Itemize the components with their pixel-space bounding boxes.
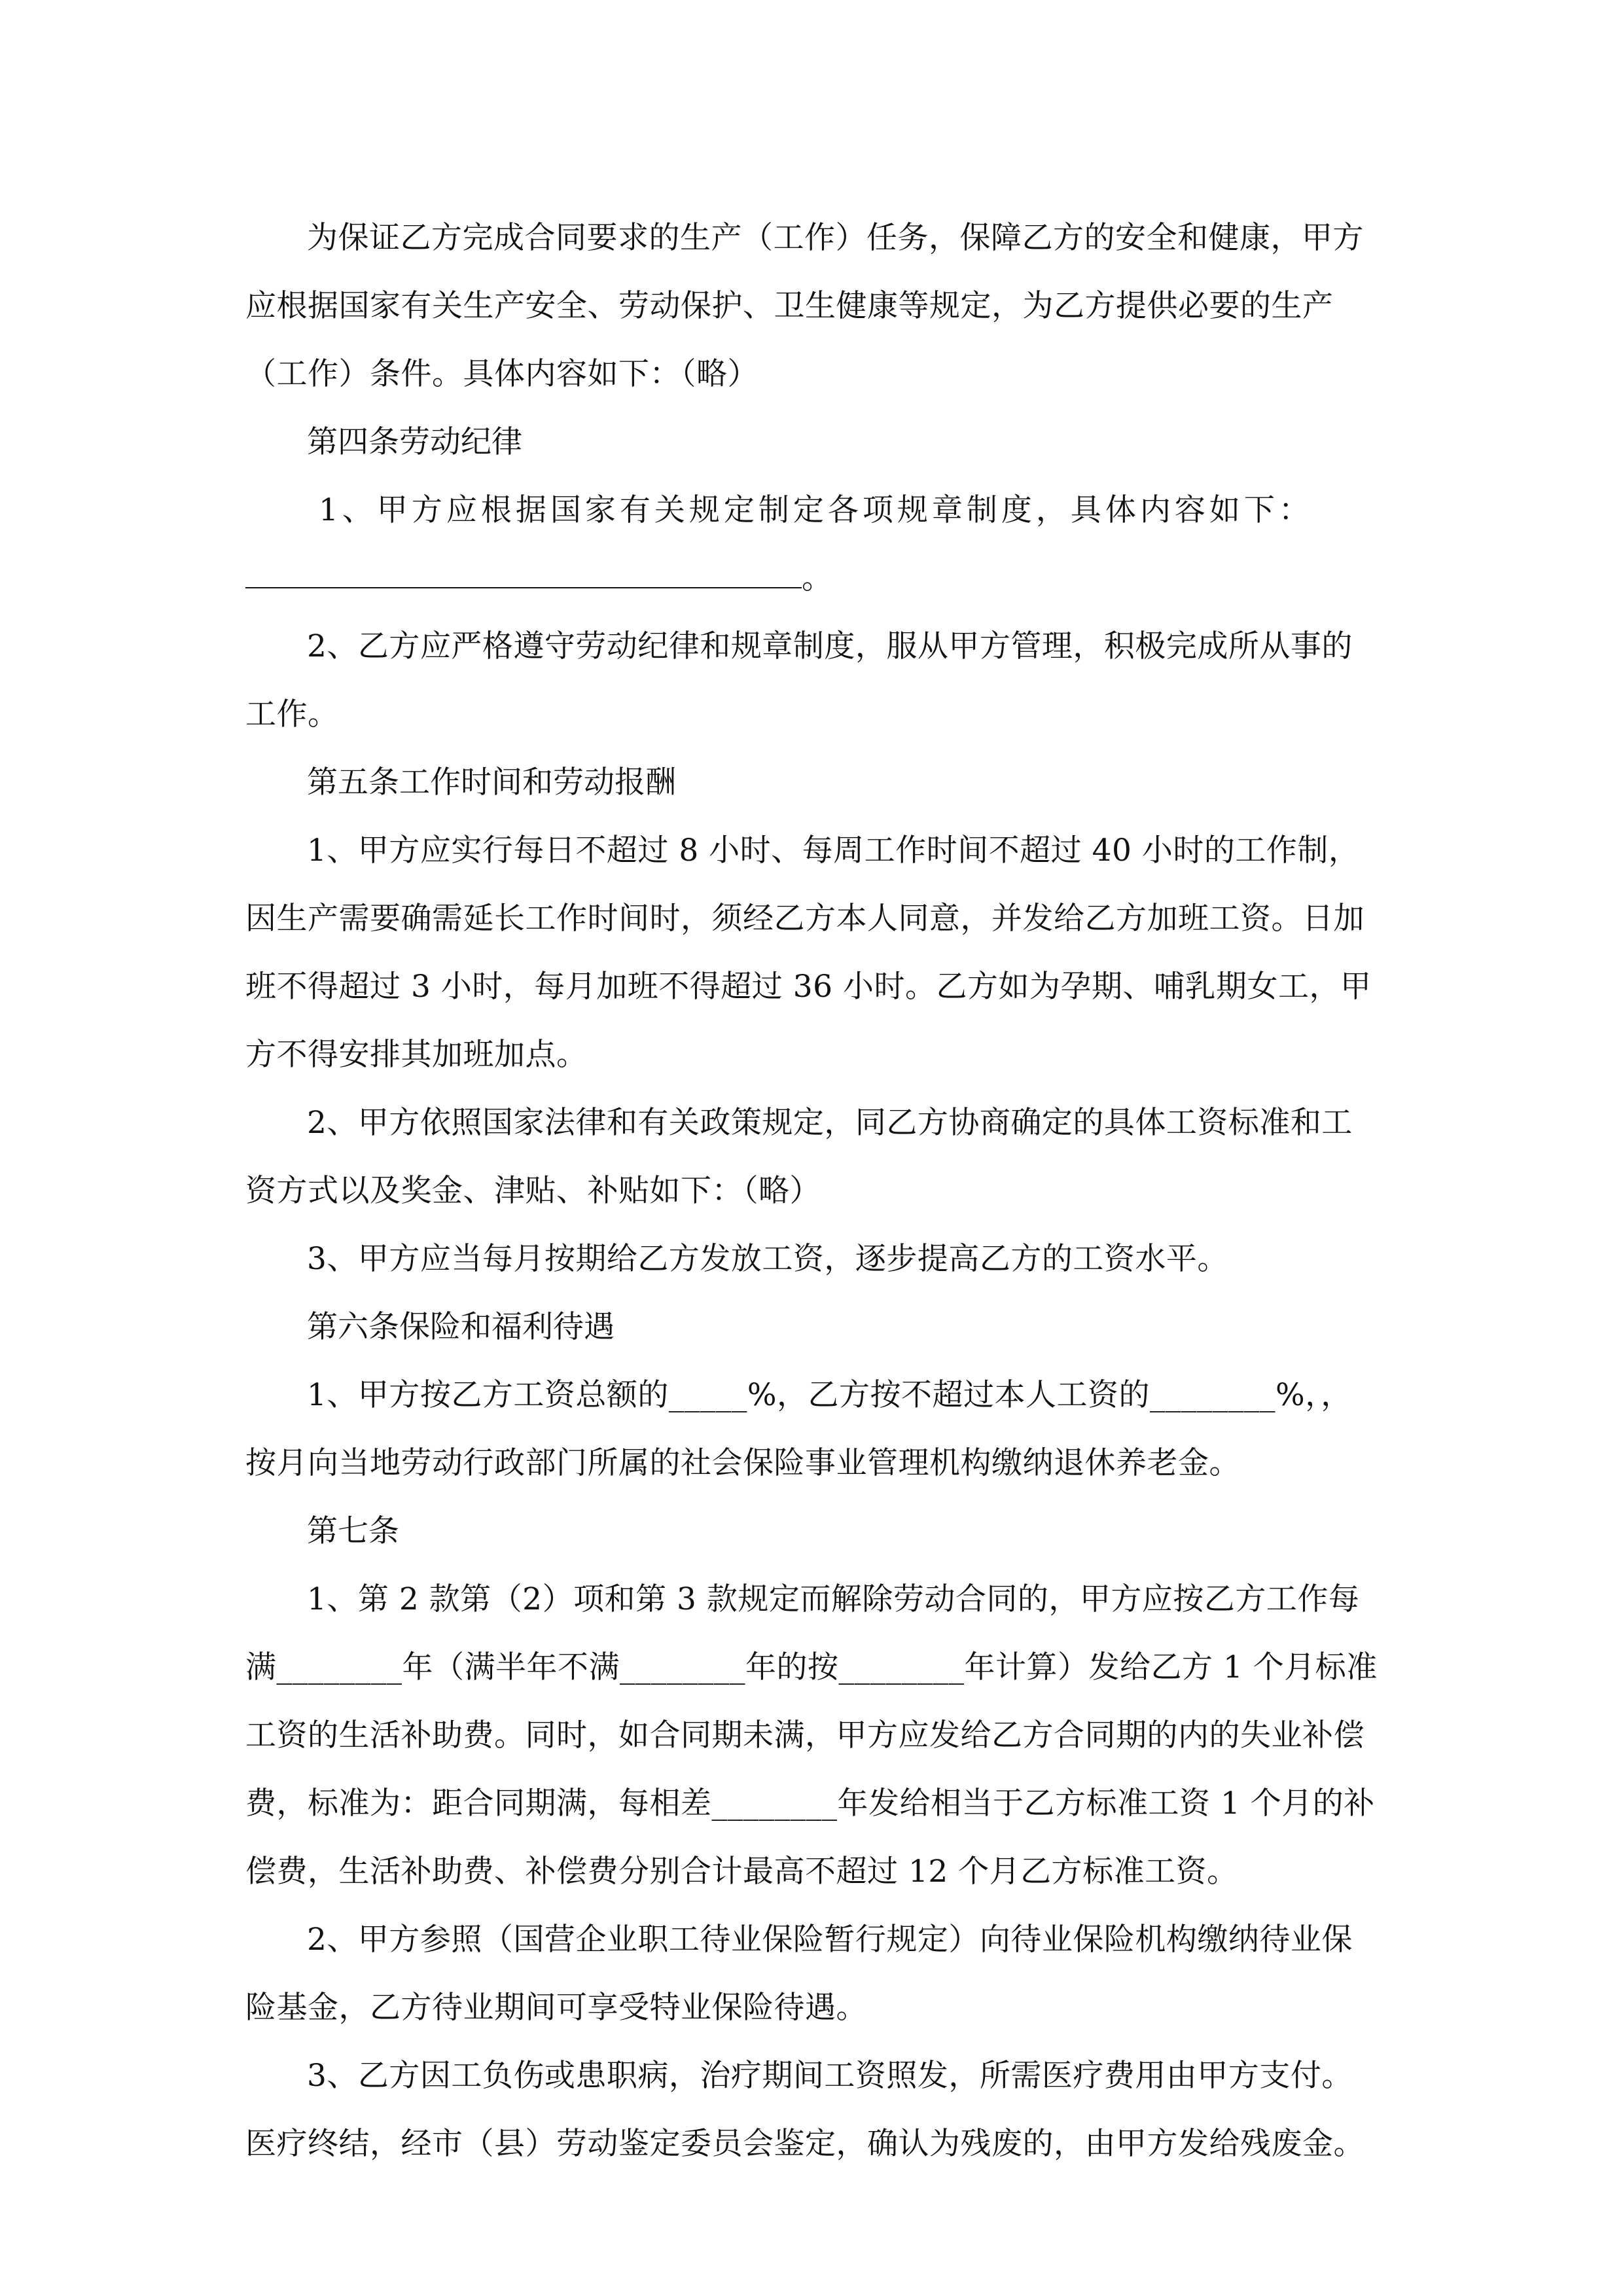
blank-fill-line: [245, 545, 1381, 613]
paragraph-conditions: 为保证乙方完成合同要求的生产（工作）任务，保障乙方的安全和健康，甲方应根据国家有关生产安全、劳动保护、卫生健康等规定，为乙方提供必要的生产（工作）条件。具体内容如下：（略）: [245, 220, 1364, 392]
paragraph-5-2: 2、甲方依照国家法律和有关政策规定，同乙方协商确定的具体工资标准和工资方式以及奖金、津贴、补贴如下：（略）: [245, 1105, 1353, 1209]
paragraph-5-3: 3、甲方应当每月按期给乙方发放工资，逐步提高乙方的工资水平。: [307, 1241, 1228, 1277]
paragraph-6-1: 1、甲方按乙方工资总额的_____%，乙方按不超过本人工资的________%，，按月向当地劳动行政部门所属的社会保险事业管理机构缴纳退休养老金。: [245, 1377, 1352, 1481]
paragraph-5-1: 1、甲方应实行每日不超过 8 小时、每周工作时间不超过 40 小时的工作制，因生产需要确需延长工作时间时，须经乙方本人同意，并发给乙方加班工资。日加班不得超过 3 小时，每月加班不得超过 36 小时。乙方如为孕期、哺乳期女工，甲方不得安排其加班加点。: [245, 833, 1372, 1073]
heading-article-6: 第六条保险和福利待遇: [307, 1309, 615, 1345]
underline-blank: [245, 561, 802, 588]
paragraph-7-2: 2、甲方参照（国营企业职工待业保险暂行规定）向待业保险机构缴纳待业保险基金，乙方待业期间可享受特业保险待遇。: [245, 1922, 1353, 2026]
heading-article-5: 第五条工作时间和劳动报酬: [307, 764, 676, 800]
paragraph-4-1: 1、甲方应根据国家有关规定制定各项规章制度，具体内容如下：: [319, 492, 1313, 528]
paragraph-4-2: 2、乙方应严格遵守劳动纪律和规章制度，服从甲方管理，积极完成所从事的工作。: [245, 628, 1353, 732]
paragraph-7-1: 1、第 2 款第（2）项和第 3 款规定而解除劳动合同的，甲方应按乙方工作每满________年（满半年不满________年的按________年计算）发给乙方 1 个月标准工资的生活补助费。同时，如合同期未满，甲方应发给乙方合同期的内的失业补偿费，标准为：距合同期满，每相差________年发给相当于乙方标准工资 1 个月的补偿费，生活补助费、补偿费分别合计最高不超过 12 个月乙方标准工资。: [245, 1581, 1378, 1890]
heading-article-7: 第七条: [307, 1513, 399, 1549]
document-body: [245, 204, 1381, 2178]
paragraph-7-3: 3、乙方因工负伤或患职病，治疗期间工资照发，所需医疗费用由甲方支付。医疗终结，经市（县）劳动鉴定委员会鉴定，确认为残废的，由甲方发给残废金。: [245, 2058, 1364, 2162]
heading-article-4: 第四条劳动纪律: [307, 424, 522, 460]
blank-period: 。: [802, 560, 833, 596]
